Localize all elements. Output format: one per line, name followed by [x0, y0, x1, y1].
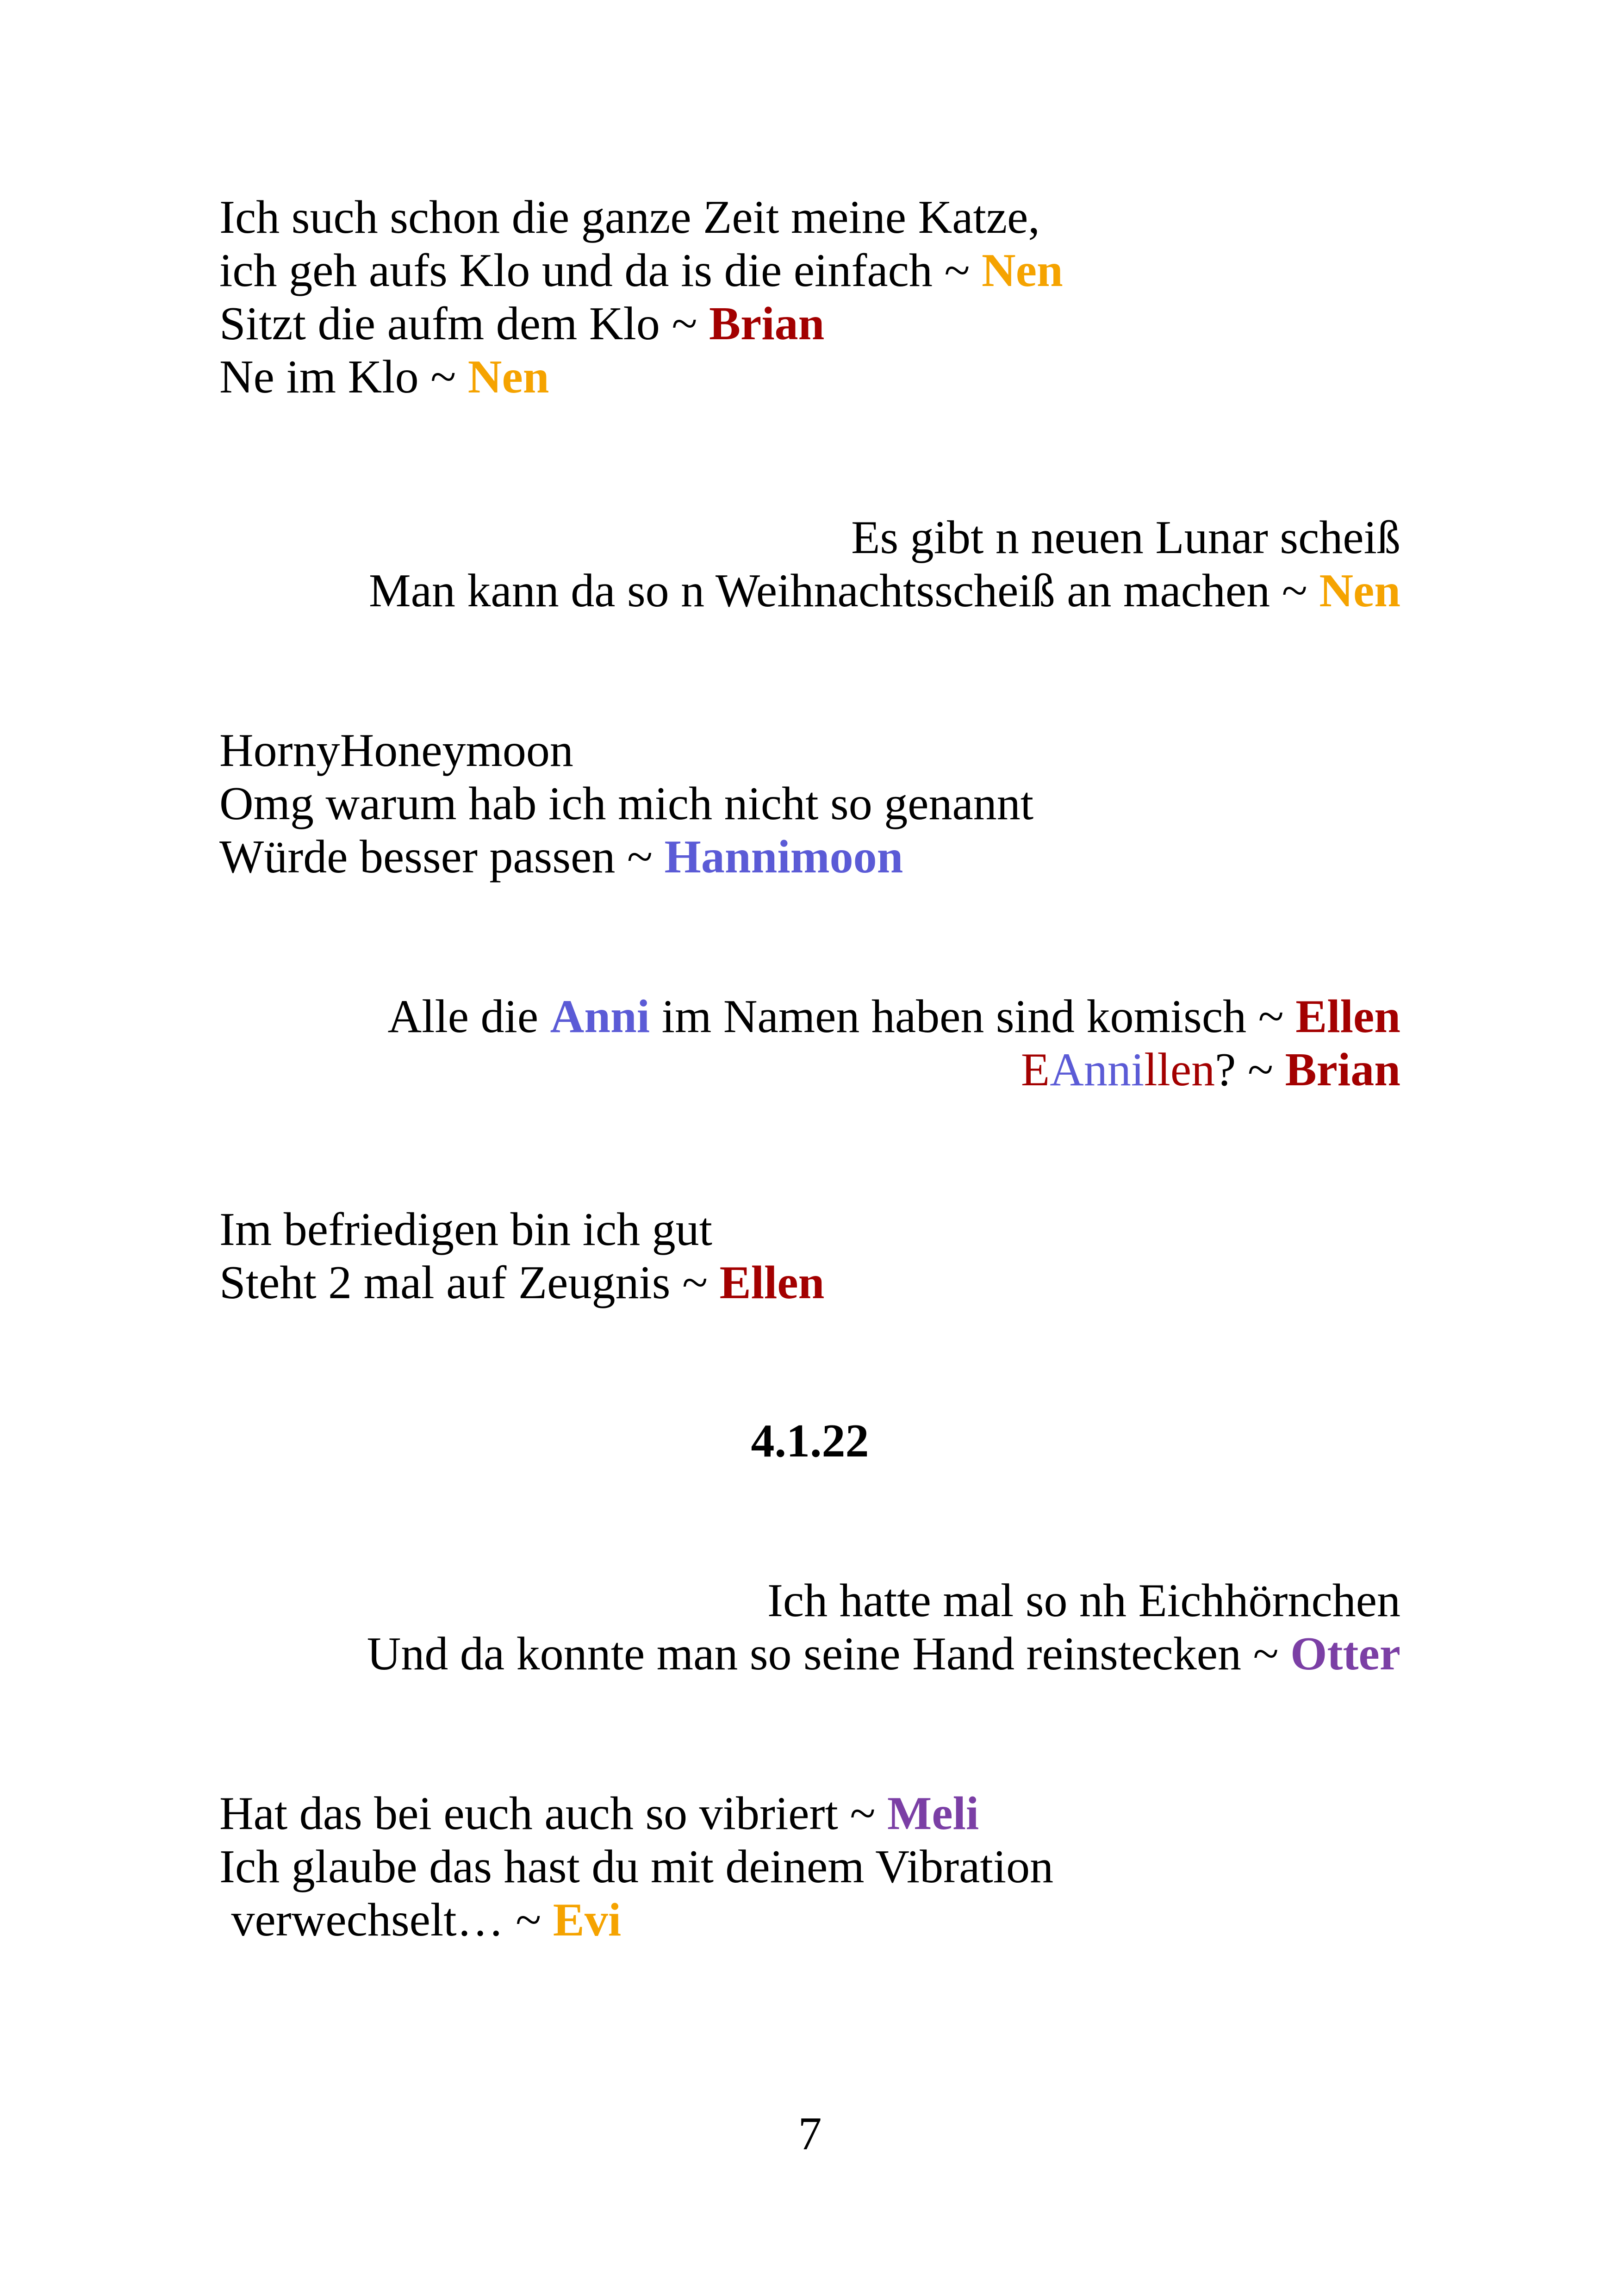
speaker-name: Brian [1285, 1044, 1400, 1096]
quote-text: Und da konnte man so seine Hand reinstecken ~ [367, 1628, 1291, 1680]
highlight-name: Anni [550, 990, 650, 1043]
name-segment: Anni [1050, 1044, 1145, 1096]
quote-block-2 [219, 511, 1400, 617]
page-number: 7 [798, 2108, 822, 2160]
name-segment: llen [1144, 1044, 1215, 1096]
quote-line [219, 1043, 1400, 1096]
quote-text: ? ~ [1215, 1044, 1285, 1096]
quote-text: Hat das bei euch auch so vibriert ~ [219, 1787, 888, 1840]
speaker-name: Otter [1290, 1628, 1400, 1680]
quote-line [219, 777, 1400, 830]
speaker-name: Meli [887, 1787, 979, 1840]
speaker-name: Ellen [719, 1257, 825, 1309]
quote-block-3 [219, 724, 1400, 884]
quote-line [219, 990, 1400, 1043]
quote-text: Omg warum hab ich mich nicht so genannt [219, 778, 1034, 830]
speaker-name: Hannimoon [664, 831, 903, 883]
speaker-name: Ellen [1295, 990, 1400, 1043]
speaker-name: Nen [982, 244, 1063, 297]
quote-line [219, 191, 1400, 244]
quote-text: Ich glaube das hast du mit deinem Vibration [219, 1841, 1054, 1893]
quote-text: Ich hatte mal so nh Eichhörnchen [767, 1574, 1400, 1627]
speaker-name: Evi [553, 1894, 622, 1946]
quote-line [219, 1256, 1400, 1309]
quote-block-1 [219, 191, 1400, 404]
name-segment: E [1021, 1044, 1050, 1096]
quote-text: Ich such schon die ganze Zeit meine Katze, [219, 191, 1040, 243]
quote-text: Sitzt die aufm dem Klo ~ [219, 298, 709, 350]
quote-line [219, 350, 1400, 404]
quote-line [219, 244, 1400, 297]
quote-line [219, 511, 1400, 564]
quote-text: Es gibt n neuen Lunar scheiß [851, 511, 1400, 564]
quote-line [219, 1574, 1400, 1627]
quote-line [219, 564, 1400, 617]
date-heading: 4.1.22 [751, 1415, 869, 1467]
quote-line [219, 830, 1400, 884]
quote-text: Man kann da so n Weihnachtsscheiß an machen ~ [368, 565, 1319, 617]
quote-text: HornyHoneymoon [219, 724, 573, 777]
quote-text: ich geh aufs Klo und da is die einfach ~ [219, 244, 982, 297]
quote-text: Steht 2 mal auf Zeugnis ~ [219, 1257, 720, 1309]
quote-block-4 [219, 990, 1400, 1096]
quote-text: Im befriedigen bin ich gut [219, 1203, 713, 1256]
quote-text: verwechselt… ~ [219, 1894, 553, 1946]
quote-text: Ne im Klo ~ [219, 351, 468, 403]
quote-line [219, 297, 1400, 350]
quote-text: Würde besser passen ~ [219, 831, 665, 883]
date-heading-block [219, 1414, 1400, 1468]
quote-line [219, 1203, 1400, 1256]
quote-line [219, 1893, 1400, 1947]
quote-block-5 [219, 1203, 1400, 1309]
quote-text: im Namen haben sind komisch ~ [650, 990, 1296, 1043]
speaker-name: Brian [709, 298, 825, 350]
quote-block-7 [219, 1787, 1400, 1947]
quote-text: Alle die [387, 990, 550, 1043]
speaker-name: Nen [1319, 565, 1400, 617]
quote-line [219, 1840, 1400, 1893]
quote-block-6 [219, 1574, 1400, 1680]
speaker-name: Nen [467, 351, 549, 403]
quote-line [219, 1787, 1400, 1840]
quote-line [219, 724, 1400, 777]
quote-line [219, 1627, 1400, 1680]
